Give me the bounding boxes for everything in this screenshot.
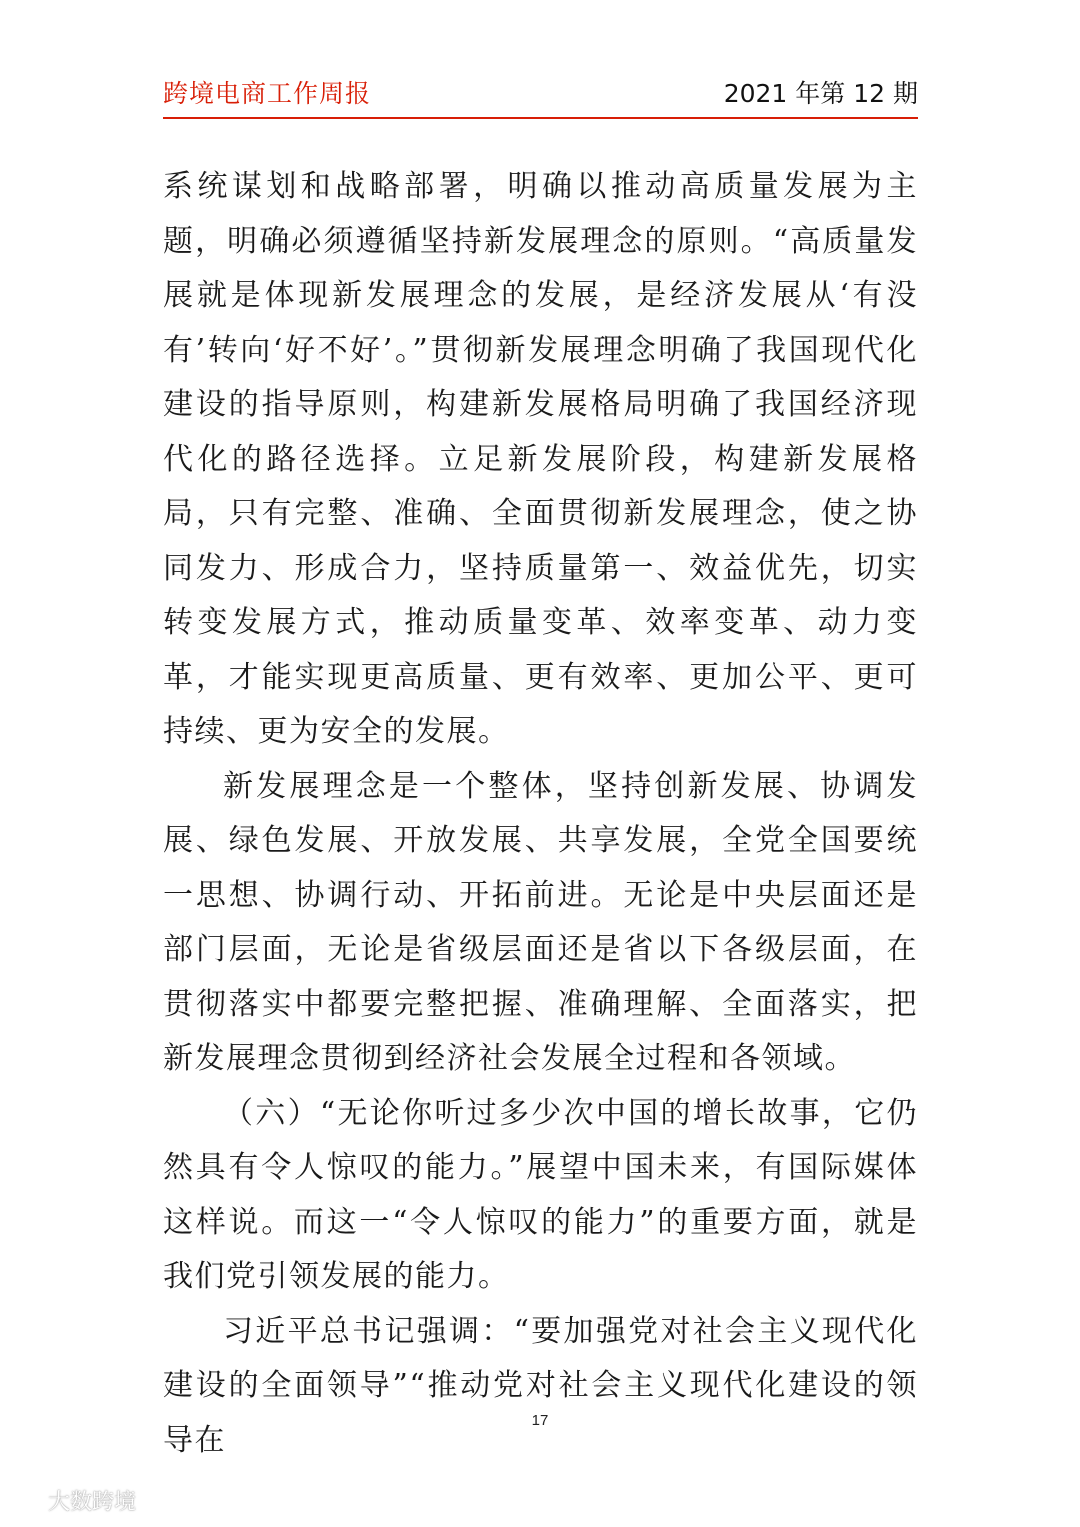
article-body [163, 160, 918, 1468]
page-header [163, 78, 918, 112]
paragraph: 新发展理念是一个整体，坚持创新发展、协调发展、绿色发展、开放发展、共享发展，全党全国要统一思想、协调行动、开拓前进。无论是中央层面还是部门层面，无论是省级层面还是省以下各级层面，在贯彻落实中都要完整把握、准确理解、全面落实，把新发展理念贯彻到经济社会发展全过程和各领域。 [163, 768, 918, 1076]
watermark-text: 大数跨境 [48, 1489, 137, 1515]
paragraph: 习近平总书记强调：“要加强党对社会主义现代化建设的全面领导”“推动党对社会主义现代化建设的领导在 [163, 1313, 918, 1458]
issue-label: 2021 年第 12 期 [723, 79, 918, 108]
publication-title: 跨境电商工作周报 [163, 79, 372, 108]
page-number: 17 [531, 1412, 549, 1429]
paragraph: （六）“无论你听过多少次中国的增长故事，它仍然具有令人惊叹的能力。”展望中国未来，有国际媒体这样说。而这一“令人惊叹的能力”的重要方面，就是我们党引领发展的能力。 [163, 1095, 918, 1294]
watermark [8, 1485, 136, 1515]
header-divider [163, 117, 918, 119]
weibo-logo-icon [8, 1487, 42, 1513]
paragraph: 系统谋划和战略部署，明确以推动高质量发展为主题，明确必须遵循坚持新发展理念的原则。“高质量发展就是体现新发展理念的发展，是经济发展从‘有没有’转向‘好不好’。”贯彻新发展理念明确了我国现代化建设的指导原则，构建新发展格局明确了我国经济现代化的路径选择。立足新发展阶段，构建新发展格局，只有完整、准确、全面贯彻新发展理念，使之协同发力、形成合力，坚持质量第一、效益优先，切实转变发展方式，推动质量变革、效率变革、动力变革，才能实现更高质量、更有效率、更加公平、更可持续、更为安全的发展。 [163, 169, 918, 749]
